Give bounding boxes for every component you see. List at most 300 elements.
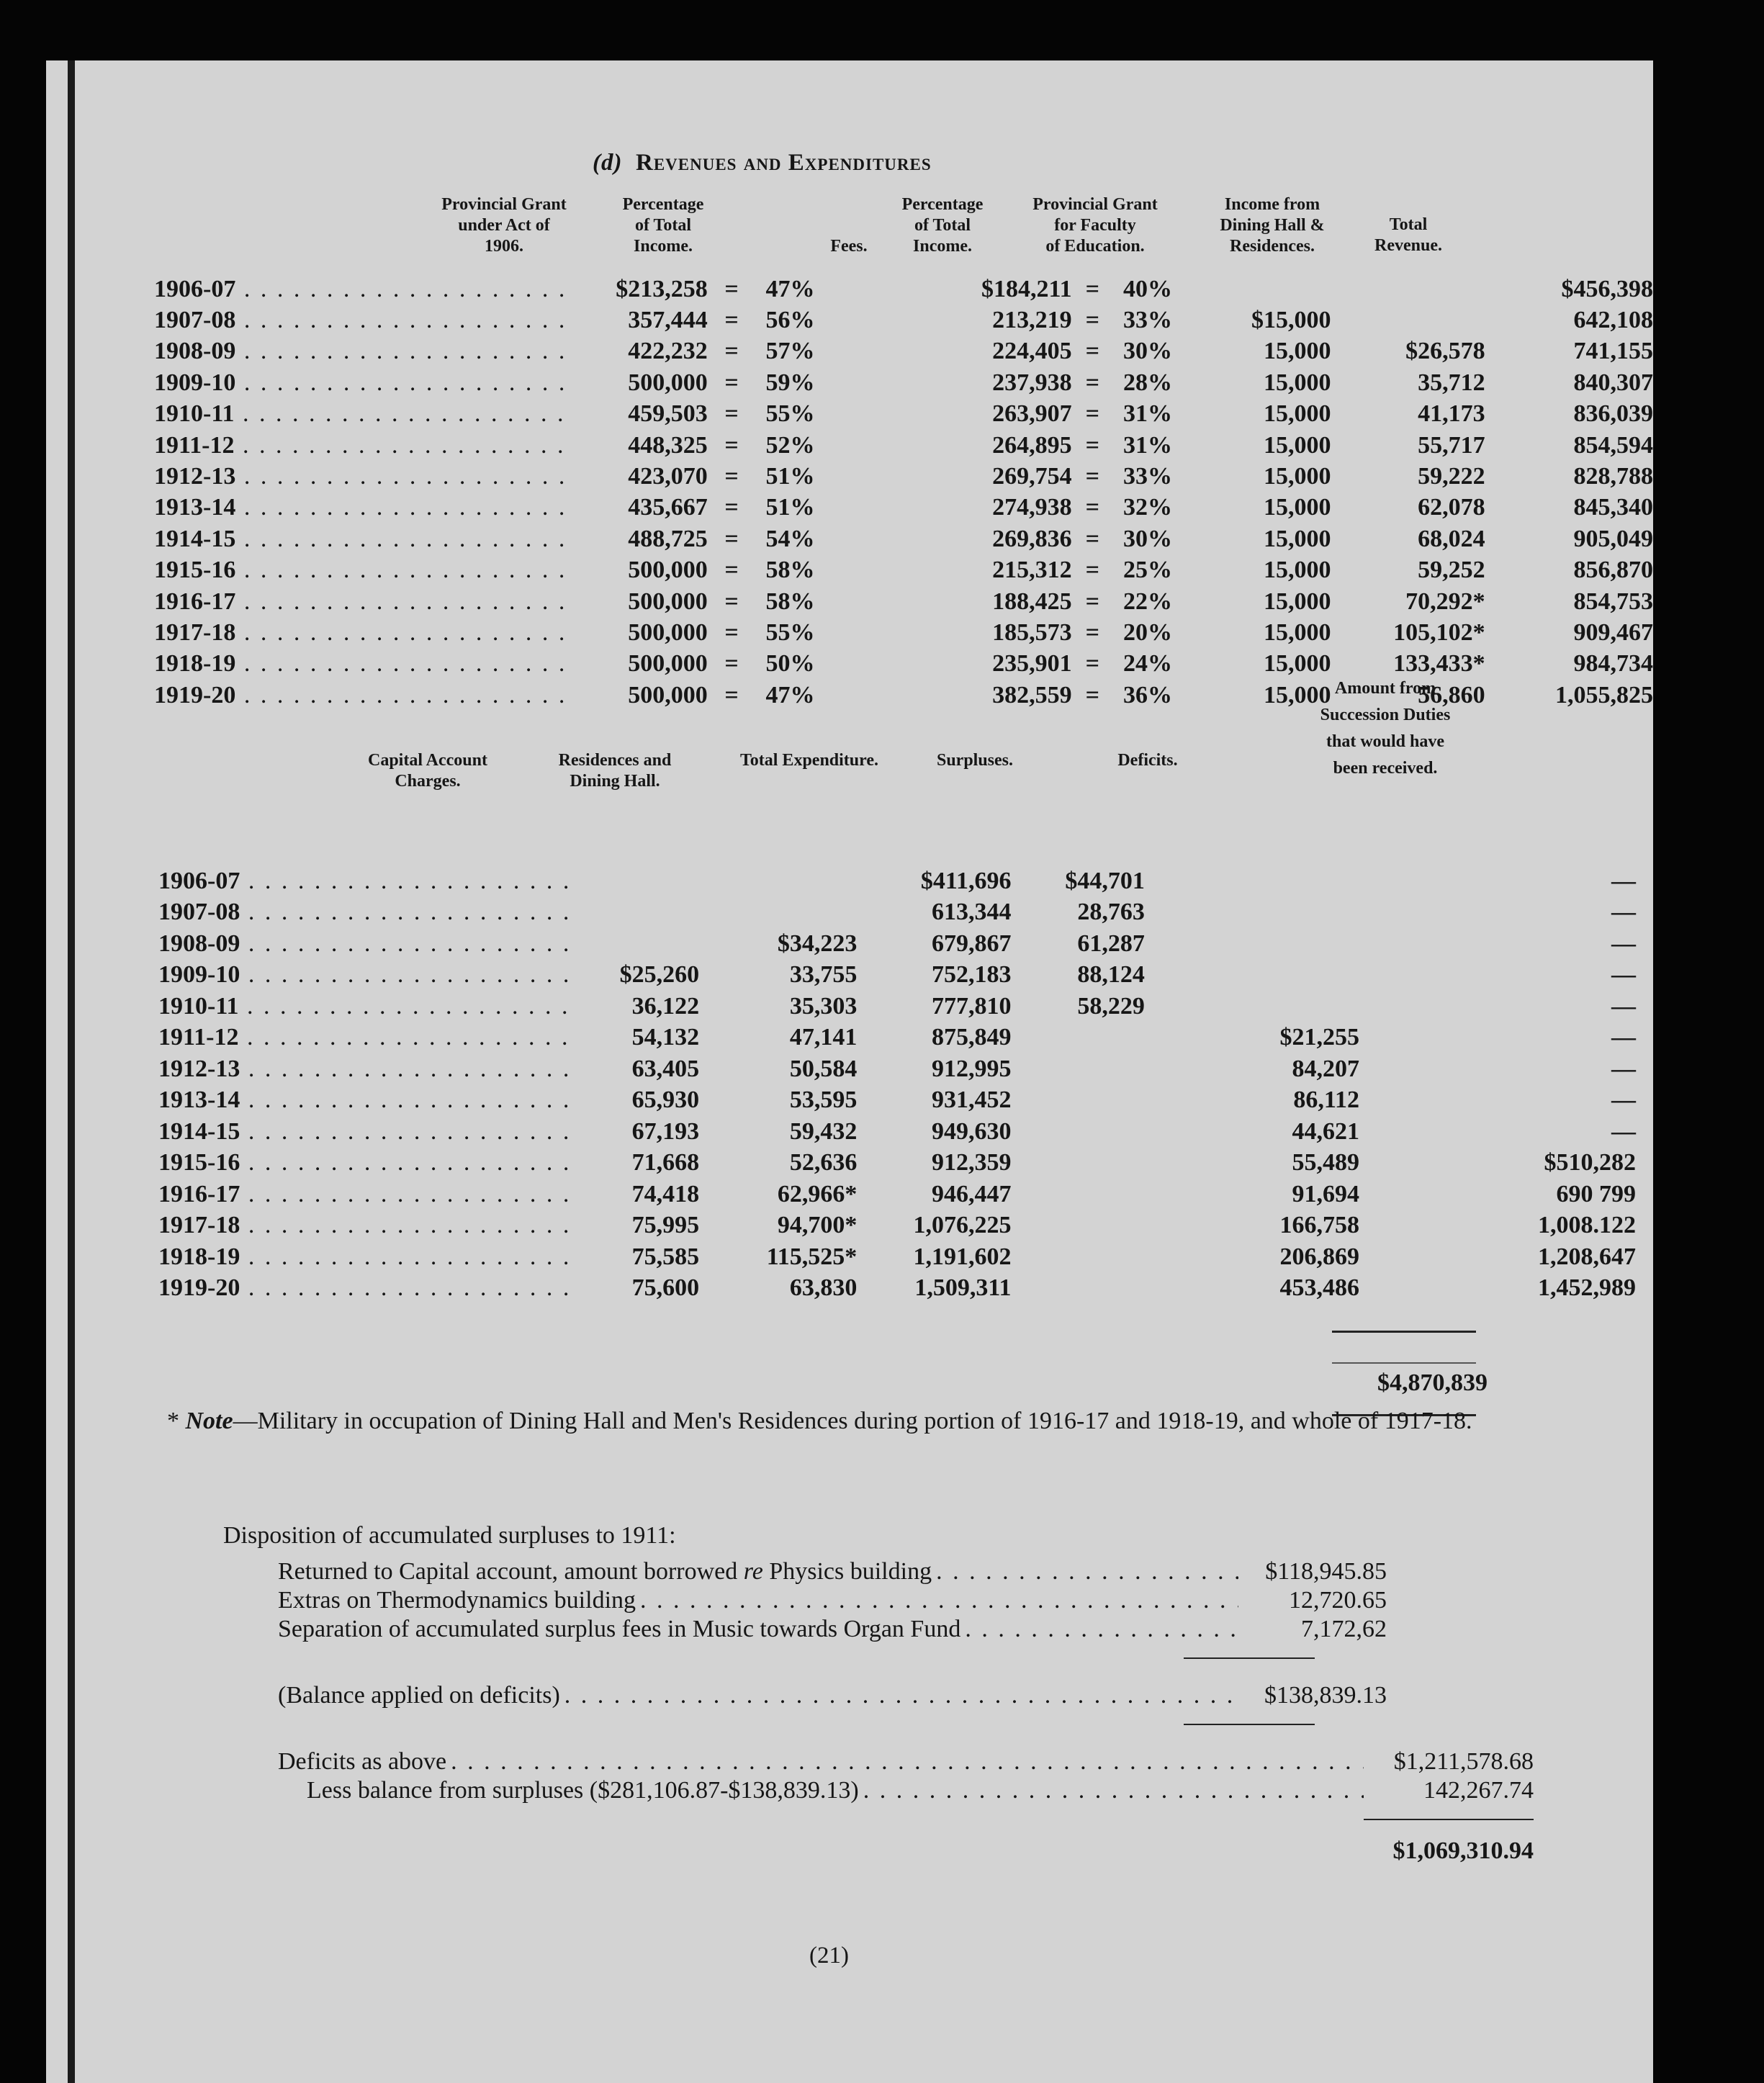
cell-equals: = [724, 618, 739, 646]
cell-total-revenue: 909,467 [1573, 618, 1653, 646]
cell-equals: = [724, 307, 739, 334]
cell-fees: 274,938 [992, 494, 1072, 521]
cell-grant-percentage: 59% [765, 369, 815, 396]
header-capital-account: Capital Account Charges. [367, 751, 487, 791]
deficits-label: Deficits as above [278, 1748, 447, 1775]
leader-dots: . . . . . . . . . . . . . . . . . . . . [235, 681, 567, 708]
cell-total-revenue: 828,788 [1573, 463, 1653, 490]
cell-fees: 188,425 [992, 588, 1072, 615]
cell-equals: = [724, 681, 739, 708]
cell-surpluses: 61,287 [1077, 930, 1145, 957]
cell-succession-duties: — [1611, 1087, 1636, 1114]
disposition-heading: Disposition of accumulated surpluses to 1911: [223, 1522, 676, 1549]
cell-surpluses [1012, 1273, 1145, 1305]
balance-label: (Balance applied on deficits) [278, 1682, 560, 1709]
cell-grant-percentage: 56% [765, 307, 815, 334]
cell-capital-charges [571, 897, 699, 929]
cell-faculty-grant: 15,000 [1264, 400, 1331, 428]
disposition-item-amount: 12,720.65 [1289, 1587, 1387, 1614]
page-title [593, 150, 932, 176]
table-row [158, 1210, 1653, 1242]
net-total: $1,069,310.94 [1392, 1837, 1534, 1864]
cell-dining-income [1331, 305, 1485, 336]
leader-dots: . . . . . . . . . . . . . . . . . . . . [240, 930, 572, 957]
less-amount: 142,267.74 [1423, 1777, 1534, 1804]
cell-year: 1906-07 . . . . . . . . . . . . . . . . . . . . [154, 275, 567, 302]
cell-equals: = [1085, 618, 1099, 646]
cell-fees-percentage: 24% [1123, 650, 1173, 678]
cell-faculty-grant: 15,000 [1264, 557, 1331, 584]
cell-fees-percentage: 33% [1123, 307, 1173, 334]
cell-capital-charges: 75,600 [631, 1274, 700, 1302]
leader-dots: . . . . . . . . . . . . . . . . . . . . [240, 1055, 572, 1082]
cell-grant-percentage: 58% [765, 557, 815, 584]
header-fees-percentage: Percentage of Total Income. [901, 195, 984, 256]
cell-deficits: 55,489 [1292, 1149, 1360, 1177]
cell-grant-percentage: 51% [765, 463, 815, 490]
cell-grant-percentage: 52% [765, 431, 815, 459]
cell-year: 1919-20 . . . . . . . . . . . . . . . . . . . . [158, 1274, 572, 1302]
cell-grant-percentage: 47% [765, 681, 815, 708]
cell-succession-duties: — [1611, 930, 1636, 957]
cell-total-revenue: 856,870 [1573, 557, 1653, 584]
disposition-item-organ-fund [278, 1616, 1387, 1643]
disposition-item-label: Extras on Thermodynamics building [278, 1587, 636, 1614]
leader-dots: . . . . . . . . . . . . . . . . . . . . [235, 494, 567, 521]
table-row [154, 367, 1653, 398]
table-row [158, 1022, 1653, 1054]
table-row [158, 1053, 1653, 1085]
cell-residences: 35,303 [789, 992, 858, 1020]
cell-year: 1907-08 . . . . . . . . . . . . . . . . . . . . [158, 899, 572, 926]
cell-surpluses: $44,701 [1065, 867, 1145, 894]
leader-dots: . . . . . . . . . . . . . . . . . . . . [240, 1243, 572, 1270]
disposition-item-amount: 7,172,62 [1301, 1616, 1387, 1642]
label-em: re [743, 1558, 763, 1585]
cell-succession-duties: — [1611, 867, 1636, 894]
label-post: Physics building [762, 1558, 932, 1585]
cell-equals: = [1085, 338, 1099, 365]
table-row [158, 928, 1653, 960]
cell-fees: 237,938 [992, 369, 1072, 396]
cell-year: 1909-10 . . . . . . . . . . . . . . . . . . . . [158, 961, 572, 989]
cell-equals: = [1085, 400, 1099, 428]
cell-grant-percentage: 55% [765, 400, 815, 428]
cell-year: 1918-19 . . . . . . . . . . . . . . . . . . . . [158, 1243, 572, 1270]
table-row [154, 461, 1653, 492]
cell-deficits [1145, 865, 1424, 897]
cell-year: 1919-20 . . . . . . . . . . . . . . . . . . . . [154, 681, 567, 708]
header-fees: Fees. [830, 237, 868, 256]
cell-grant-percentage: 58% [765, 588, 815, 615]
cell-succession-duties: — [1611, 899, 1636, 926]
cell-capital-charges: 74,418 [631, 1180, 700, 1207]
note-asterisk: * [167, 1408, 186, 1434]
cell-faculty-grant: 15,000 [1264, 431, 1331, 459]
disposition-item-physics [278, 1558, 1387, 1585]
cell-total-revenue: 854,753 [1573, 588, 1653, 615]
cell-fees: 382,559 [992, 681, 1072, 708]
leader-dots: . . . . . . . . . . . . . . . . . . . . [234, 431, 566, 459]
table-row [158, 1273, 1653, 1305]
page-number: (21) [809, 1943, 849, 1969]
cell-fees-percentage: 40% [1123, 275, 1173, 302]
cell-succession-duties: — [1611, 1024, 1636, 1051]
cell-total-revenue: 854,594 [1573, 431, 1653, 459]
cell-total-expenditure: 1,191,602 [913, 1243, 1012, 1270]
cell-capital-charges: 71,668 [631, 1149, 700, 1177]
cell-fees: 269,754 [992, 463, 1072, 490]
table-row [154, 617, 1653, 648]
cell-year: 1918-19 . . . . . . . . . . . . . . . . . . . . [154, 650, 567, 678]
cell-fees-percentage: 22% [1123, 588, 1173, 615]
deficits-summary [278, 1748, 1534, 1776]
cell-equals: = [724, 494, 739, 521]
cell-total-expenditure: 1,509,311 [914, 1274, 1012, 1302]
cell-fees-percentage: 33% [1123, 463, 1173, 490]
cell-equals: = [1085, 681, 1099, 708]
cell-provincial-grant: 500,000 [628, 681, 708, 708]
leader-dots [965, 1616, 1238, 1643]
disposition-sum-rule [1184, 1657, 1315, 1659]
cell-fees-percentage: 20% [1123, 618, 1173, 646]
cell-surpluses: 28,763 [1077, 899, 1145, 926]
cell-surpluses: 58,229 [1077, 992, 1145, 1020]
note-label: Note [185, 1408, 233, 1434]
cell-total-revenue: 642,108 [1573, 307, 1653, 334]
cell-equals: = [724, 431, 739, 459]
cell-provincial-grant: 500,000 [628, 369, 708, 396]
table-row [154, 492, 1653, 523]
binding-edge [68, 60, 75, 2083]
cell-year: 1916-17 . . . . . . . . . . . . . . . . . . . . [154, 588, 567, 615]
leader-dots: . . . . . . . . . . . . . . . . . . . . [240, 961, 572, 989]
cell-year: 1917-18 . . . . . . . . . . . . . . . . . . . . [154, 618, 567, 646]
cell-capital-charges: 75,585 [631, 1243, 700, 1270]
cell-year: 1909-10 . . . . . . . . . . . . . . . . . . . . [154, 369, 567, 396]
table-row [158, 865, 1653, 897]
cell-year: 1917-18 . . . . . . . . . . . . . . . . . . . . [158, 1212, 572, 1239]
cell-capital-charges: 75,995 [631, 1212, 700, 1239]
cell-year: 1913-14 . . . . . . . . . . . . . . . . . . . . [158, 1087, 572, 1114]
cell-surpluses [1012, 1179, 1145, 1210]
leader-dots: . . . . . . . . . . . . . . . . . . . . [240, 1274, 572, 1302]
cell-residences [699, 865, 857, 897]
cell-faculty-grant: 15,000 [1264, 369, 1331, 396]
cell-succession-duties: 1,208,647 [1538, 1243, 1636, 1270]
table-row [158, 960, 1653, 991]
table-row [154, 523, 1653, 554]
cell-equals: = [1085, 307, 1099, 334]
table-row [158, 1241, 1653, 1273]
cell-deficits: 86,112 [1293, 1087, 1360, 1114]
cell-faculty-grant: $15,000 [1251, 307, 1331, 334]
leader-dots [936, 1558, 1238, 1585]
cell-provincial-grant: 448,325 [628, 431, 708, 459]
cell-fees-percentage: 28% [1123, 369, 1173, 396]
table-row [154, 555, 1653, 586]
less-label: Less balance from surpluses ($281,106.87-$138,839.13) [307, 1777, 859, 1804]
leader-dots: . . . . . . . . . . . . . . . . . . . . [235, 618, 567, 646]
cell-succession-duties: $510,282 [1544, 1149, 1636, 1177]
cell-total-expenditure: 912,359 [932, 1149, 1012, 1177]
cell-dining-income: 59,252 [1418, 557, 1485, 584]
header-total-revenue: Total Revenue. [1374, 215, 1442, 255]
leader-dots: . . . . . . . . . . . . . . . . . . . . [235, 525, 567, 552]
cell-capital-charges: 67,193 [631, 1117, 700, 1145]
cell-total-revenue: 845,340 [1573, 494, 1653, 521]
cell-fees: 185,573 [992, 618, 1072, 646]
leader-dots: . . . . . . . . . . . . . . . . . . . . [235, 463, 567, 490]
cell-provincial-grant: 500,000 [628, 588, 708, 615]
leader-dots: . . . . . . . . . . . . . . . . . . . . [238, 992, 570, 1020]
cell-succession-duties: — [1611, 1055, 1636, 1082]
cell-deficits [1145, 991, 1424, 1022]
cell-total-expenditure: 777,810 [932, 992, 1012, 1020]
header-surpluses: Surpluses. [936, 751, 1014, 770]
header-total-expenditure: Total Expenditure. [739, 751, 879, 770]
cell-faculty-grant: 15,000 [1264, 650, 1331, 678]
cell-fees: 215,312 [992, 557, 1072, 584]
header-succession-duties: Amount from Succession Duties that would have been received. [1320, 679, 1451, 778]
title-letter: (d) [593, 150, 623, 176]
leader-dots: . . . . . . . . . . . . . . . . . . . . [235, 650, 567, 678]
cell-fees: $184,211 [981, 275, 1072, 302]
leader-dots: . . . . . . . . . . . . . . . . . . . . [235, 369, 567, 396]
cell-year: 1914-15 . . . . . . . . . . . . . . . . . . . . [154, 525, 567, 552]
cell-grant-percentage: 57% [765, 338, 815, 365]
cell-residences: 52,636 [789, 1149, 858, 1177]
cell-surpluses [1012, 1053, 1145, 1085]
cell-fees: 213,219 [992, 307, 1072, 334]
cell-succession-duties: 1,452,989 [1538, 1274, 1636, 1302]
succession-total: $4,870,839 [1377, 1369, 1488, 1396]
cell-dining-income: 56,860 [1418, 681, 1485, 708]
cell-provincial-grant: 422,232 [628, 338, 708, 365]
note-text: —Military in occupation of Dining Hall and Men's Residences during portion of 1916-17 and 1918-19, and whole of 1917-18. [233, 1408, 1472, 1434]
cell-faculty-grant: 15,000 [1264, 681, 1331, 708]
cell-residences: 33,755 [789, 961, 858, 989]
cell-residences: 63,830 [789, 1274, 858, 1302]
cell-total-expenditure: 875,849 [932, 1024, 1012, 1051]
leader-dots: . . . . . . . . . . . . . . . . . . . . [238, 1024, 570, 1051]
leader-dots [863, 1777, 1364, 1804]
cell-deficits [1145, 960, 1424, 991]
cell-faculty-grant: 15,000 [1264, 588, 1331, 615]
cell-dining-income: 35,712 [1418, 369, 1485, 396]
cell-equals: = [1085, 369, 1099, 396]
table-row [158, 1116, 1653, 1148]
cell-fees-percentage: 36% [1123, 681, 1173, 708]
cell-succession-duties: 690 799 [1556, 1180, 1636, 1207]
balance-amount: $138,839.13 [1264, 1682, 1387, 1709]
cell-faculty-grant: 15,000 [1264, 463, 1331, 490]
cell-total-revenue: 984,734 [1573, 650, 1653, 678]
cell-provincial-grant: 357,444 [628, 307, 708, 334]
cell-residences: 62,966* [777, 1180, 858, 1207]
table-row [158, 991, 1653, 1022]
cell-equals: = [1085, 463, 1099, 490]
header-dining-income: Income from Dining Hall & Residences. [1220, 195, 1325, 256]
leader-dots: . . . . . . . . . . . . . . . . . . . . [240, 899, 572, 926]
label-pre: Returned to Capital account, amount borrowed [278, 1558, 744, 1585]
cell-residences: 50,584 [789, 1055, 858, 1082]
cell-equals: = [1085, 431, 1099, 459]
cell-surpluses: 88,124 [1077, 961, 1145, 989]
cell-capital-charges [571, 865, 699, 897]
cell-dining-income: 105,102* [1393, 618, 1485, 646]
deficits-amount: $1,211,578.68 [1393, 1748, 1534, 1775]
cell-surpluses [1012, 1148, 1145, 1179]
cell-year: 1916-17 . . . . . . . . . . . . . . . . . . . . [158, 1180, 572, 1207]
cell-year: 1911-12 . . . . . . . . . . . . . . . . . . . . [158, 1024, 570, 1051]
cell-grant-percentage: 54% [765, 525, 815, 552]
cell-total-expenditure: 1,076,225 [913, 1212, 1012, 1239]
cell-year: 1906-07 . . . . . . . . . . . . . . . . . . . . [158, 867, 572, 894]
leader-dots: . . . . . . . . . . . . . . . . . . . . [234, 400, 566, 428]
cell-equals: = [1085, 557, 1099, 584]
leader-dots: . . . . . . . . . . . . . . . . . . . . [235, 275, 567, 302]
cell-dining-income: 62,078 [1418, 494, 1485, 521]
cell-dining-income: 41,173 [1418, 400, 1485, 428]
cell-deficits: 91,694 [1292, 1180, 1360, 1207]
cell-year: 1913-14 . . . . . . . . . . . . . . . . . . . . [154, 494, 567, 521]
leader-dots: . . . . . . . . . . . . . . . . . . . . [240, 1117, 572, 1145]
cell-capital-charges: 65,930 [631, 1087, 700, 1114]
header-residences: Residences and Dining Hall. [558, 751, 672, 791]
cell-dining-income: 68,024 [1418, 525, 1485, 552]
cell-total-expenditure: 931,452 [932, 1087, 1012, 1114]
cell-surpluses [1012, 1210, 1145, 1242]
succession-total-rule-top [1332, 1362, 1476, 1364]
cell-capital-charges: 63,405 [631, 1055, 700, 1082]
cell-deficits: 453,486 [1279, 1274, 1360, 1302]
disposition-item-thermodynamics [278, 1587, 1387, 1614]
leader-dots: . . . . . . . . . . . . . . . . . . . . [235, 588, 567, 615]
cell-residences: 94,700* [777, 1212, 858, 1239]
cell-faculty-grant [1191, 274, 1331, 305]
cell-deficits: $21,255 [1279, 1024, 1360, 1051]
cell-fees: 264,895 [992, 431, 1072, 459]
cell-equals: = [724, 275, 739, 302]
cell-total-revenue: 905,049 [1573, 525, 1653, 552]
cell-fees: 269,836 [992, 525, 1072, 552]
leader-dots: . . . . . . . . . . . . . . . . . . . . [235, 557, 567, 584]
leader-dots [564, 1682, 1238, 1709]
cell-provincial-grant: 500,000 [628, 618, 708, 646]
cell-year: 1911-12 . . . . . . . . . . . . . . . . . . . . [154, 431, 566, 459]
cell-fees-percentage: 25% [1123, 557, 1173, 584]
leader-dots [640, 1587, 1238, 1614]
cell-equals: = [724, 557, 739, 584]
cell-fees: 224,405 [992, 338, 1072, 365]
cell-equals: = [724, 650, 739, 678]
table-row [154, 336, 1653, 367]
cell-provincial-grant: 500,000 [628, 650, 708, 678]
expenditure-table [158, 865, 1653, 1304]
table-row [154, 274, 1653, 305]
header-faculty-grant: Provincial Grant for Faculty of Education. [1032, 195, 1158, 256]
cell-year: 1907-08 . . . . . . . . . . . . . . . . . . . . [154, 307, 567, 334]
cell-equals: = [724, 400, 739, 428]
cell-equals: = [724, 338, 739, 365]
cell-total-expenditure: $411,696 [920, 867, 1012, 894]
cell-succession-duties: 1,008.122 [1538, 1212, 1636, 1239]
note-paragraph [167, 1404, 1535, 1439]
disposition-item-label [278, 1558, 932, 1585]
cell-total-revenue: $456,398 [1561, 275, 1653, 302]
cell-residences: 53,595 [789, 1087, 858, 1114]
cell-provincial-grant: 500,000 [628, 557, 708, 584]
cell-year: 1912-13 . . . . . . . . . . . . . . . . . . . . [158, 1055, 572, 1082]
cell-total-expenditure: 679,867 [932, 930, 1012, 957]
cell-capital-charges [571, 928, 699, 960]
cell-dining-income: 133,433* [1393, 650, 1485, 678]
cell-grant-percentage: 47% [765, 275, 815, 302]
cell-provincial-grant: 423,070 [628, 463, 708, 490]
cell-surpluses [1012, 1022, 1145, 1054]
cell-provincial-grant: $213,258 [616, 275, 708, 302]
leader-dots: . . . . . . . . . . . . . . . . . . . . [240, 867, 572, 894]
cell-faculty-grant: 15,000 [1264, 338, 1331, 365]
cell-fees: 263,907 [992, 400, 1072, 428]
cell-capital-charges: 54,132 [631, 1024, 700, 1051]
cell-capital-charges: 36,122 [631, 992, 700, 1020]
net-total-rule [1364, 1819, 1534, 1820]
cell-provincial-grant: 435,667 [628, 494, 708, 521]
leader-dots: . . . . . . . . . . . . . . . . . . . . [235, 307, 567, 334]
table-row [158, 1148, 1653, 1179]
cell-faculty-grant: 15,000 [1264, 618, 1331, 646]
table-row [154, 305, 1653, 336]
leader-dots: . . . . . . . . . . . . . . . . . . . . [240, 1149, 572, 1177]
cell-succession-duties: — [1611, 992, 1636, 1020]
cell-dining-income: 70,292* [1405, 588, 1485, 615]
cell-total-revenue: 1,055,825 [1555, 681, 1653, 708]
cell-dining-income: $26,578 [1405, 338, 1485, 365]
cell-grant-percentage: 55% [765, 618, 815, 646]
leader-dots [451, 1748, 1364, 1776]
leader-dots: . . . . . . . . . . . . . . . . . . . . [240, 1087, 572, 1114]
cell-surpluses [1012, 1116, 1145, 1148]
cell-fees: 235,901 [992, 650, 1072, 678]
revenue-table [154, 274, 1653, 711]
less-balance-line [307, 1777, 1534, 1804]
header-provincial-grant: Provincial Grant under Act of 1906. [441, 195, 567, 256]
cell-total-revenue: 741,155 [1573, 338, 1653, 365]
cell-grant-percentage: 50% [765, 650, 815, 678]
cell-equals: = [1085, 494, 1099, 521]
leader-dots: . . . . . . . . . . . . . . . . . . . . [235, 338, 567, 365]
table-row [158, 1085, 1653, 1117]
cell-year: 1915-16 . . . . . . . . . . . . . . . . . . . . [158, 1149, 572, 1177]
cell-total-revenue: 840,307 [1573, 369, 1653, 396]
leader-dots: . . . . . . . . . . . . . . . . . . . . [240, 1180, 572, 1207]
cell-surpluses [1012, 1085, 1145, 1117]
cell-surpluses [1012, 1241, 1145, 1273]
disposition-item-label: Separation of accumulated surplus fees in Music towards Organ Fund [278, 1616, 961, 1642]
table-row [158, 1179, 1653, 1210]
cell-year: 1908-09 . . . . . . . . . . . . . . . . . . . . [158, 930, 572, 957]
cell-total-expenditure: 613,344 [932, 899, 1012, 926]
cell-residences [699, 897, 857, 929]
cell-fees-percentage: 30% [1123, 525, 1173, 552]
cell-residences: $34,223 [777, 930, 858, 957]
cell-equals: = [1085, 588, 1099, 615]
cell-total-expenditure: 752,183 [932, 961, 1012, 989]
leader-dots: . . . . . . . . . . . . . . . . . . . . [240, 1212, 572, 1239]
cell-deficits: 206,869 [1279, 1243, 1360, 1270]
